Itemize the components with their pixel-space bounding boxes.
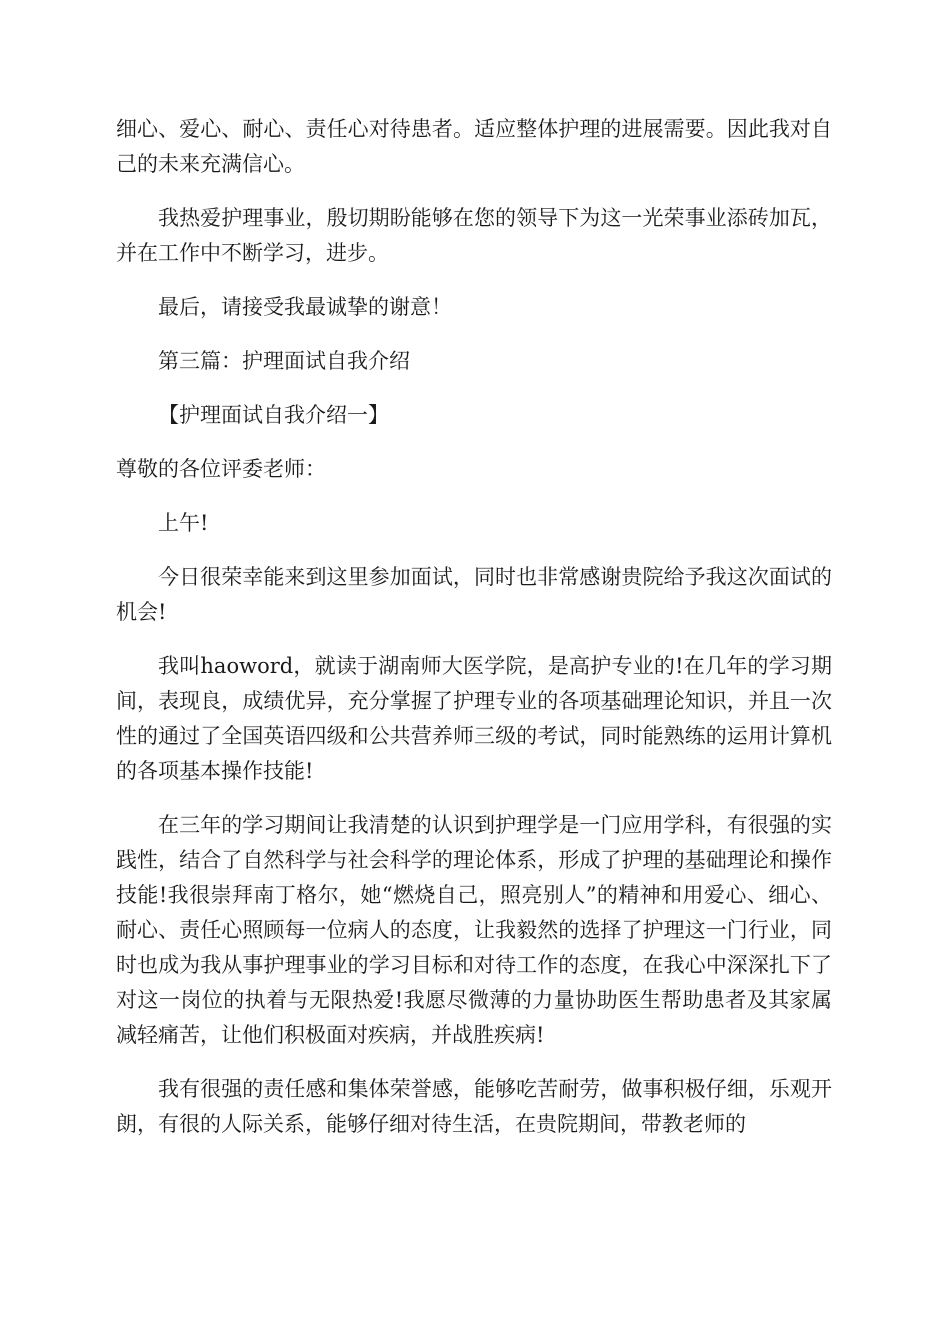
paragraph-intro-continuation: 细心、爱心、耐心、责任心对待患者。适应整体护理的进展需要。因此我对自己的未来充满信心。 — [116, 117, 832, 176]
salutation: 尊敬的各位评委老师： — [116, 457, 326, 481]
paragraph-thanks: 最后，请接受我最诚挚的谢意！ — [158, 295, 452, 319]
greeting: 上午! — [158, 511, 209, 535]
paragraph-personality: 我有很强的责任感和集体荣誉感，能够吃苦耐劳，做事积极仔细，乐观开朗，有很的人际关系，能够仔细对待生活，在贵院期间，带教老师的 — [116, 1077, 832, 1136]
paragraph-self-intro: 我叫haoword，就读于湖南师大医学院，是高护专业的!在几年的学习期间，表现良，成绩优异，充分掌握了护理专业的各项基础理论知识，并且一次性的通过了全国英语四级和公共营养师三级的考试，同时能熟练的运用计算机的各项基本操作技能! — [116, 654, 832, 783]
paragraph-love-nursing: 我热爱护理事业，殷切期盼能够在您的领导下为这一光荣事业添砖加瓦，并在工作中不断学习，进步。 — [116, 206, 832, 265]
document-page — [116, 112, 832, 1161]
section-heading: 第三篇：护理面试自我介绍 — [158, 349, 410, 373]
subsection-heading: 【护理面试自我介绍一】 — [158, 403, 389, 427]
paragraph-opening: 今日很荣幸能来到这里参加面试，同时也非常感谢贵院给予我这次面试的机会! — [116, 565, 832, 624]
paragraph-study-experience: 在三年的学习期间让我清楚的认识到护理学是一门应用学科，有很强的实践性，结合了自然科学与社会科学的理论体系，形成了护理的基础理论和操作技能!我很崇拜南丁格尔，她“燃烧自己，照亮别人”的精神和用爱心、细心、耐心、责任心照顾每一位病人的态度，让我毅然的选择了护理这一门行业，同时也成为我从事护理事业的学习目标和对待工作的态度，在我心中深深扎下了对这一岗位的执着与无限热爱!我愿尽微薄的力量协助医生帮助患者及其家属减轻痛苦，让他们积极面对疾病，并战胜疾病! — [116, 813, 832, 1047]
